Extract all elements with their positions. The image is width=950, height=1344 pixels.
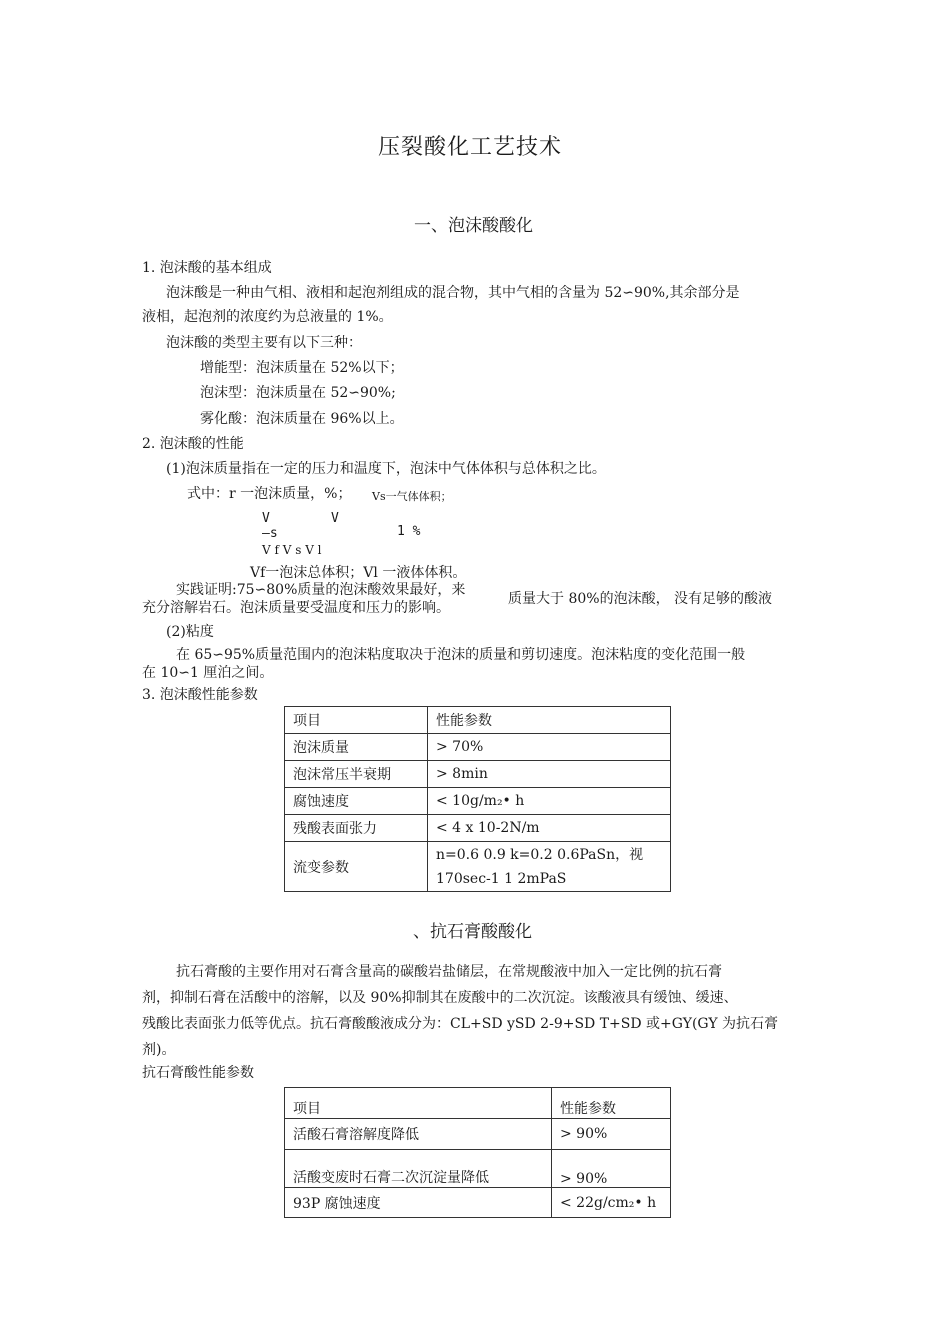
anti-gypsum-line4: 剂)。 bbox=[142, 1042, 176, 1058]
table-row bbox=[285, 734, 671, 761]
table-cell bbox=[428, 842, 671, 892]
practice-right: 质量大于 80%的泡沫酸， 没有足够的酸液 bbox=[508, 591, 773, 607]
table-row bbox=[285, 1119, 671, 1150]
table-cell: > 90% bbox=[552, 1150, 671, 1188]
type-item: 泡沫型：泡沫质量在 52∽90%; bbox=[200, 385, 396, 401]
table-header: 性能参数 bbox=[428, 707, 671, 734]
viscosity-line2: 在 10∽1 厘泊之间。 bbox=[142, 665, 274, 681]
table-cell: < 22g/cm₂• h bbox=[552, 1188, 671, 1218]
table-cell: 残酸表面张力 bbox=[285, 815, 428, 842]
viscosity-line1: 在 65∽95%质量范围内的泡沫粘度取决于泡沫的质量和剪切速度。泡沫粘度的变化范围一般 bbox=[176, 647, 746, 663]
formula-v1: V bbox=[262, 511, 270, 526]
table-cell: 泡沫常压半衰期 bbox=[285, 761, 428, 788]
subheading-composition: 1. 泡沫酸的基本组成 bbox=[142, 260, 272, 276]
type-item: 增能型：泡沫质量在 52%以下； bbox=[200, 360, 404, 376]
rheology-line1: n=0.6 0.9 k=0.2 0.6PaSn，视 bbox=[436, 846, 644, 863]
table-row bbox=[285, 1188, 671, 1218]
rheology-line2: 170sec-1 1 2mPaS bbox=[436, 870, 567, 887]
table-cell: < 4 x 10-2N/m bbox=[428, 815, 671, 842]
table-cell: 活酸石膏溶解度降低 bbox=[285, 1119, 552, 1150]
formula-percent: 1 % bbox=[397, 524, 421, 539]
table-cell: 93P 腐蚀速度 bbox=[285, 1188, 552, 1218]
anti-gypsum-table-caption: 抗石膏酸性能参数 bbox=[142, 1065, 254, 1081]
foam-acid-table bbox=[284, 706, 671, 892]
type-item: 雾化酸：泡沫质量在 96%以上。 bbox=[200, 411, 404, 427]
subheading-properties: 2. 泡沫酸的性能 bbox=[142, 436, 244, 452]
table-row bbox=[285, 761, 671, 788]
table-row bbox=[285, 788, 671, 815]
table-cell: 泡沫质量 bbox=[285, 734, 428, 761]
practice-line2: 充分溶解岩石。泡沫质量要受温度和压力的影响。 bbox=[142, 600, 450, 616]
practice-line1: 实践证明:75∽80%质量的泡沫酸效果最好，来 bbox=[176, 582, 466, 598]
table-cell: > 90% bbox=[552, 1119, 671, 1150]
table-row bbox=[285, 842, 671, 892]
item-foam-quality: (1)泡沫质量指在一定的压力和温度下，泡沫中气体体积与总体积之比。 bbox=[166, 461, 606, 477]
formula-bottom: V f V s V l bbox=[262, 543, 322, 557]
table-cell: < 10g/m₂• h bbox=[428, 788, 671, 815]
page-title: 压裂酸化工艺技术 bbox=[378, 135, 563, 160]
table-cell: 活酸变废时石膏二次沉淀量降低 bbox=[285, 1150, 552, 1188]
formula-s: —s bbox=[262, 526, 278, 541]
paragraph-composition-line1: 泡沫酸是一种由气相、液相和起泡剂组成的混合物，其中气相的含量为 52∽90%,其余部分是 bbox=[166, 285, 740, 301]
table-row bbox=[285, 1150, 671, 1188]
vs-note: Vs一气体体积； bbox=[372, 490, 452, 503]
formula-v2: V bbox=[331, 511, 339, 526]
formula-where: 式中：r 一泡沫质量，%； bbox=[187, 486, 352, 502]
vf-note: Vf一泡沫总体积；Vl 一液体体积。 bbox=[250, 565, 467, 581]
anti-gypsum-line3: 残酸比表面张力低等优点。抗石膏酸酸液成分为：CL+SD ySD 2-9+SD T+SD 或+GY(GY 为抗石膏 bbox=[142, 1016, 779, 1032]
section-1-heading: 一、泡沫酸酸化 bbox=[414, 216, 533, 236]
section-2-heading: 、抗石膏酸酸化 bbox=[413, 922, 532, 942]
types-intro: 泡沫酸的类型主要有以下三种： bbox=[166, 335, 362, 351]
table-cell: > 8min bbox=[428, 761, 671, 788]
table-header: 性能参数 bbox=[552, 1088, 671, 1119]
subheading-parameters: 3. 泡沫酸性能参数 bbox=[142, 687, 258, 703]
paragraph-composition-line2: 液相，起泡剂的浓度约为总液量的 1%。 bbox=[142, 309, 393, 325]
table-header: 项目 bbox=[285, 1088, 552, 1119]
table-cell: 腐蚀速度 bbox=[285, 788, 428, 815]
table-header: 项目 bbox=[285, 707, 428, 734]
table-cell: 流变参数 bbox=[285, 842, 428, 892]
anti-gypsum-line2: 剂，抑制石膏在活酸中的溶解，以及 90%抑制其在废酸中的二次沉淀。该酸液具有缓蚀、缓速、 bbox=[142, 990, 738, 1006]
anti-gypsum-line1: 抗石膏酸的主要作用对石膏含量高的碳酸岩盐储层，在常规酸液中加入一定比例的抗石膏 bbox=[176, 964, 722, 980]
table-row bbox=[285, 815, 671, 842]
item-viscosity: (2)粘度 bbox=[166, 624, 214, 640]
table-cell: > 70% bbox=[428, 734, 671, 761]
anti-gypsum-table bbox=[284, 1087, 671, 1218]
